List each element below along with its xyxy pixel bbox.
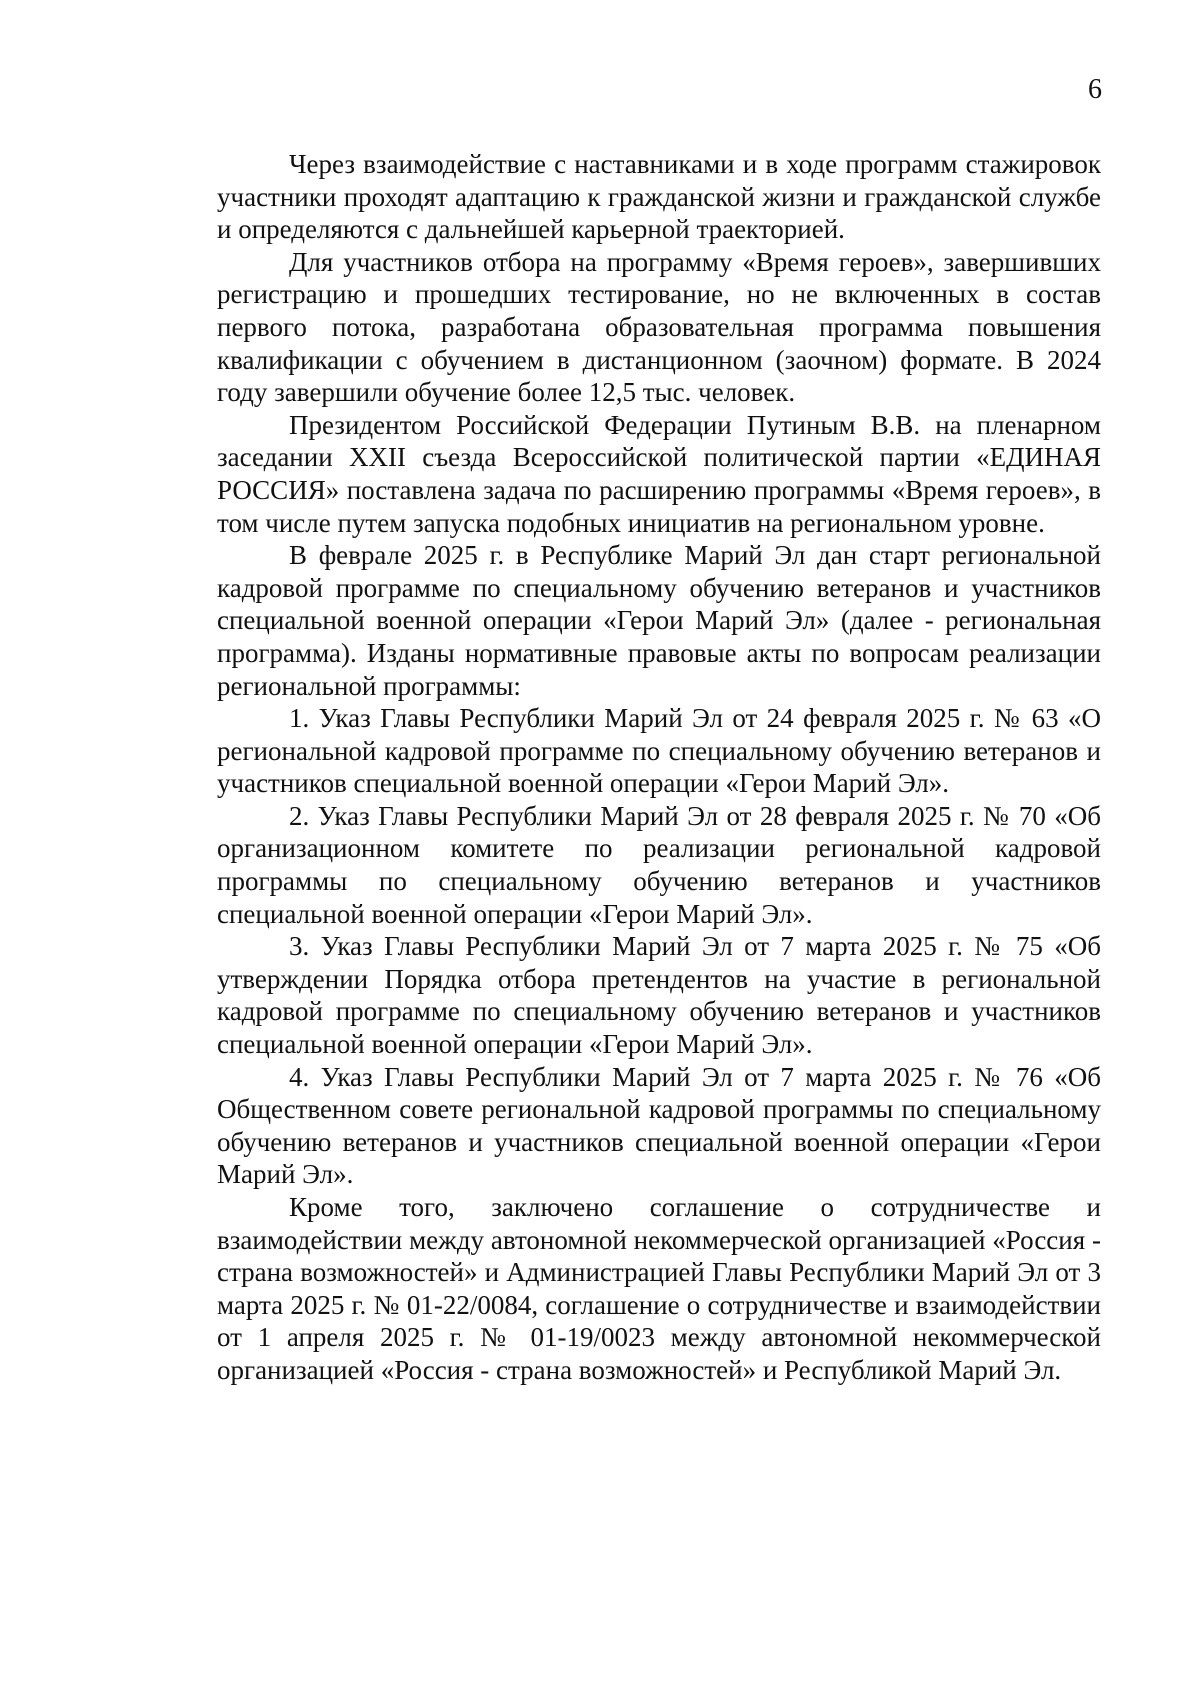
paragraph-distance-training: Для участников отбора на программу «Время героев», завершивших регистрацию и прошедших тестирование, но не включенных в состав первого потока, разработана образовательная программа повышения квалификации с обучением в дистанционном (заочном) формате. В 2024 году завершили обучение более 12,5 тыс. человек. [217, 246, 1101, 408]
paragraph-agreements: Кроме того, заключено соглашение о сотрудничестве и взаимодействии между автономной некоммерческой организацией «Россия - страна возможностей» и Администрацией Главы Республики Марий Эл от 3 марта 2025 г. № 01-22/0084, соглашение о сотрудничестве и взаимодействии от 1 апреля 2025 г. № 01-19/0023 между автономной некоммерческой организацией «Россия - страна возможностей» и Республикой Марий Эл. [217, 1192, 1101, 1385]
list-item-decree-76: 4. Указ Главы Республики Марий Эл от 7 марта 2025 г. № 76 «Об Общественном совете региональной кадровой программы по специальному обучению ветеранов и участников специальной военной операции «Герои Марий Эл». [217, 1061, 1101, 1190]
paragraph-regional-program-start: В феврале 2025 г. в Республике Марий Эл дан старт региональной кадровой программе по специальному обучению ветеранов и участников специальной военной операции «Герои Марий Эл» (далее - региональная программа). Изданы нормативные правовые акты по вопросам реализации региональной программы: [217, 540, 1101, 701]
document-body [217, 148, 1101, 1387]
paragraph-president-task: Президентом Российской Федерации Путиным В.В. на пленарном заседании XXII съезда Всероссийской политической партии «ЕДИНАЯ РОССИЯ» поставлена задача по расширению программы «Время героев», в том числе путем запуска подобных инициатив на региональном уровне. [217, 409, 1101, 538]
page-number: 6 [1088, 74, 1102, 105]
list-item-decree-70: 2. Указ Главы Республики Марий Эл от 28 февраля 2025 г. № 70 «Об организационном комитете по реализации региональной кадровой программы по специальному обучению ветеранов и участников специальной военной операции «Герои Марий Эл». [217, 800, 1101, 929]
list-item-decree-75: 3. Указ Главы Республики Марий Эл от 7 марта 2025 г. № 75 «Об утверждении Порядка отбора претендентов на участие в региональной кадровой программе по специальному обучению ветеранов и участников специальной военной операции «Герои Марий Эл». [217, 931, 1101, 1060]
list-item-decree-63: 1. Указ Главы Республики Марий Эл от 24 февраля 2025 г. № 63 «О региональной кадровой программе по специальному обучению ветеранов и участников специальной военной операции «Герои Марий Эл». [217, 703, 1101, 799]
paragraph-mentors-adaptation: Через взаимодействие с наставниками и в ходе программ стажировок участники проходят адаптацию к гражданской жизни и гражданской службе и определяются с дальнейшей карьерной траекторией. [217, 149, 1101, 245]
